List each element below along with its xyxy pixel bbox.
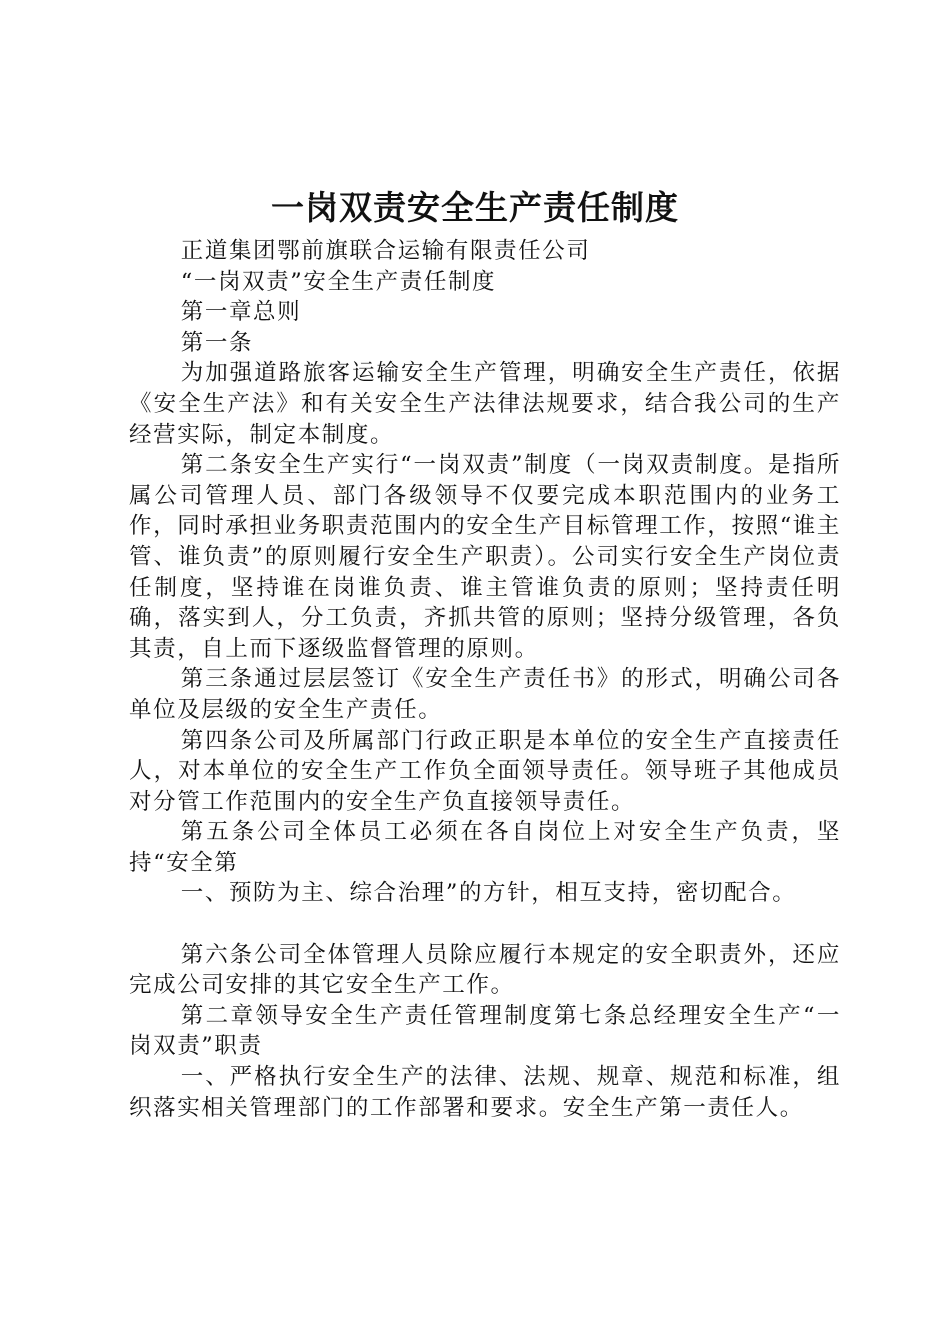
paragraph: 一、预防为主、综合治理”的方针，相互支持，密切配合。: [180, 880, 797, 907]
paragraph: 第三条通过层层签订《安全生产责任书》的形式，明确公司各单位及层级的安全生产责任。: [129, 666, 841, 723]
company-name: 正道集团鄂前旗联合运输有限责任公司: [180, 238, 591, 264]
paragraph: 为加强道路旅客运输安全生产管理，明确安全生产责任，依据《安全生产法》和有关安全生产法律法规要求，结合我公司的生产经营实际，制定本制度。: [129, 360, 841, 448]
document-title: 一岗双责安全生产责任制度: [271, 188, 679, 227]
article-heading: 第一条: [180, 329, 254, 356]
paragraph: 一、严格执行安全生产的法律、法规、规章、规范和标准，组织落实相关管理部门的工作部署和要求。安全生产第一责任人。: [129, 1064, 841, 1121]
system-name: “一岗双责”安全生产责任制度: [180, 268, 497, 295]
paragraph: 第五条公司全体员工必须在各自岗位上对安全生产负责，坚持“安全第: [129, 819, 841, 876]
paragraph: 第六条公司全体管理人员除应履行本规定的安全职责外，还应完成公司安排的其它安全生产工作。: [129, 941, 841, 999]
paragraph: 第四条公司及所属部门行政正职是本单位的安全生产直接责任人，对本单位的安全生产工作负全面领导责任。领导班子其他成员对分管工作范围内的安全生产负直接领导责任。: [129, 727, 841, 815]
chapter-heading: 第二章领导安全生产责任管理制度第七条总经理安全生产“一岗双责”职责: [129, 1002, 841, 1060]
document-body: [129, 236, 841, 1123]
paragraph: 第二条安全生产实行“一岗双责”制度（一岗双责制度。是指所属公司管理人员、部门各级领导不仅要完成本职范围内的业务工作，同时承担业务职责范围内的安全生产目标管理工作，按照“谁主管、谁负责”的原则履行安全生产职责）。公司实行安全生产岗位责任制度，坚持谁在岗谁负责、谁主管谁负责的原则；坚持责任明确，落实到人，分工负责，齐抓共管的原则；坚持分级管理，各负其责，自上而下逐级监督管理的原则。: [129, 452, 842, 662]
chapter-heading: 第一章总则: [180, 299, 302, 326]
